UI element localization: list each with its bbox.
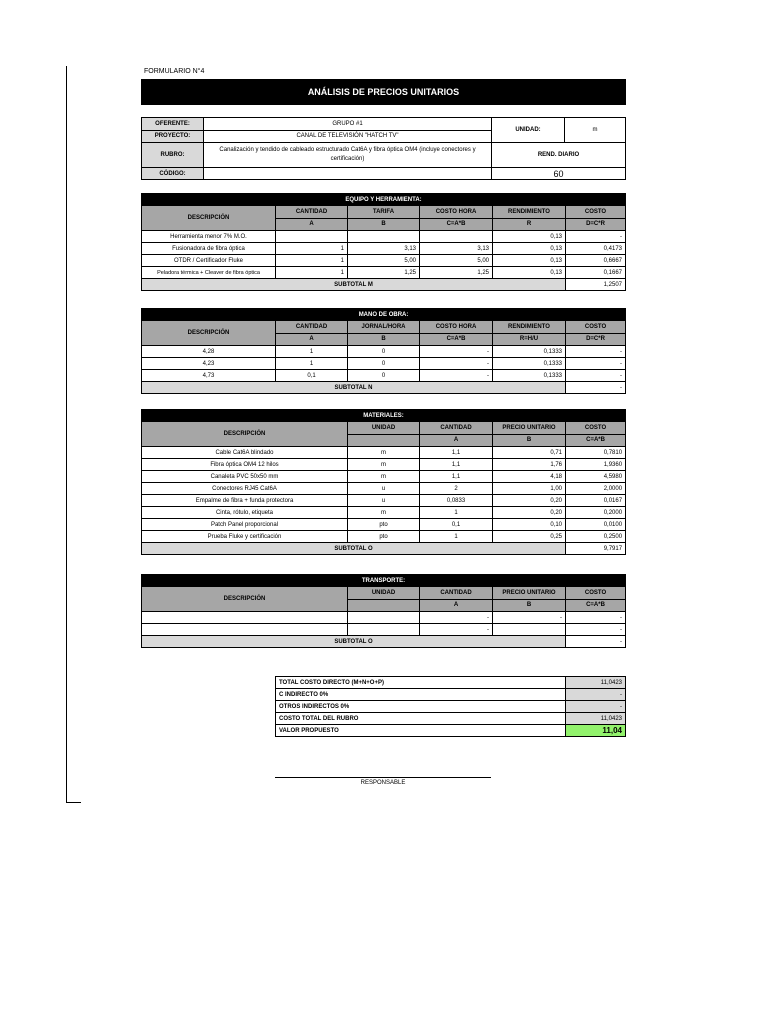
transporte-col: PRECIO UNITARIO <box>493 587 566 600</box>
transporte-subcol: C=A*B <box>566 599 626 612</box>
valor-propuesto-label: VALOR PROPUESTO <box>276 725 566 737</box>
equipo-subcol: R <box>493 218 566 231</box>
cell: 5,00 <box>348 255 420 267</box>
equipo-subcol: A <box>276 218 348 231</box>
materiales-subtotal-value: 9,7917 <box>566 543 626 555</box>
materiales-col-desc: DESCRIPCIÓN <box>142 422 348 447</box>
mano-obra-table <box>141 308 626 394</box>
mano-obra-subcol: C=A*B <box>420 333 493 346</box>
cell: 3,13 <box>348 243 420 255</box>
equipo-col-desc: DESCRIPCIÓN <box>142 206 276 231</box>
cell: pto <box>348 531 420 543</box>
table-row <box>142 531 626 543</box>
cell <box>420 231 493 243</box>
cell: 0,2000 <box>566 507 626 519</box>
cell: 1,9360 <box>566 459 626 471</box>
equipo-title: EQUIPO Y HERRAMIENTA: <box>142 194 626 206</box>
transporte-col-desc: DESCRIPCIÓN <box>142 587 348 612</box>
cell: 1 <box>420 531 493 543</box>
equipo-subcol: B <box>348 218 420 231</box>
transporte-subcol: A <box>420 599 493 612</box>
transporte-subcol: B <box>493 599 566 612</box>
proyecto-value: CANAL DE TELEVISIÓN "HATCH TV" <box>204 130 492 143</box>
mano-obra-col-desc: DESCRIPCIÓN <box>142 321 276 346</box>
transporte-col: UNIDAD <box>348 587 420 600</box>
cell: 1,25 <box>420 267 493 279</box>
total-label: COSTO TOTAL DEL RUBRO <box>276 713 566 725</box>
total-row <box>276 713 626 725</box>
rubro-value: Canalización y tendido de cableado estructurado Cat6A y fibra óptica OM4 (incluye conectores y certificación) <box>204 143 492 168</box>
cell <box>348 624 420 636</box>
equipo-table <box>141 193 626 291</box>
cell: 0,1333 <box>493 346 566 358</box>
cell: - <box>566 624 626 636</box>
table-row <box>142 231 626 243</box>
mano-obra-col: COSTO <box>566 321 626 334</box>
cell: - <box>566 231 626 243</box>
cell: u <box>348 483 420 495</box>
equipo-subtotal-label: SUBTOTAL M <box>142 279 566 291</box>
table-row <box>142 612 626 624</box>
margin-corner-line <box>66 802 81 803</box>
header-info-table <box>141 117 626 180</box>
cell: - <box>420 612 493 624</box>
mano-obra-col: JORNAL/HORA <box>348 321 420 334</box>
transporte-subtotal-label: SUBTOTAL O <box>142 636 566 648</box>
oferente-value: GRUPO #1 <box>204 118 492 131</box>
cell: 2,0000 <box>566 483 626 495</box>
cell: 2 <box>420 483 493 495</box>
total-value: 11,0423 <box>566 713 626 725</box>
cell: 0,4173 <box>566 243 626 255</box>
total-row <box>276 689 626 701</box>
cell: - <box>566 358 626 370</box>
cell: OTDR / Certificador Fluke <box>142 255 276 267</box>
cell: Empalme de fibra + funda protectora <box>142 495 348 507</box>
cell: 0,1333 <box>493 358 566 370</box>
cell: - <box>420 358 493 370</box>
cell: 0,20 <box>493 507 566 519</box>
total-row <box>276 677 626 689</box>
equipo-col: CANTIDAD <box>276 206 348 219</box>
cell: Cable Cat6A blindado <box>142 447 348 459</box>
total-row <box>276 725 626 737</box>
cell <box>493 624 566 636</box>
totals-table <box>275 676 626 737</box>
cell: Cinta, rótulo, etiqueta <box>142 507 348 519</box>
equipo-col: COSTO HORA <box>420 206 493 219</box>
materiales-col: COSTO <box>566 422 626 435</box>
cell: 4,5980 <box>566 471 626 483</box>
cell: Peladora térmica + Cleaver de fibra óptica <box>142 267 276 279</box>
cell <box>348 612 420 624</box>
cell: pto <box>348 519 420 531</box>
mano-obra-col: COSTO HORA <box>420 321 493 334</box>
table-row <box>142 243 626 255</box>
cell: 0,0100 <box>566 519 626 531</box>
codigo-label: CÓDIGO: <box>142 168 204 180</box>
cell: - <box>420 346 493 358</box>
form-number: FORMULARIO N°4 <box>144 68 205 75</box>
unidad-label: UNIDAD: <box>492 118 565 143</box>
cell: 0,10 <box>493 519 566 531</box>
mano-obra-subcol: B <box>348 333 420 346</box>
cell: Canaleta PVC 50x50 mm <box>142 471 348 483</box>
rubro-label: RUBRO: <box>142 143 204 168</box>
equipo-col: COSTO <box>566 206 626 219</box>
cell: Patch Panel proporcional <box>142 519 348 531</box>
cell: 0 <box>348 370 420 382</box>
left-margin-line <box>66 66 67 803</box>
cell: - <box>420 624 493 636</box>
cell: 0,25 <box>493 531 566 543</box>
equipo-subtotal-value: 1,2507 <box>566 279 626 291</box>
total-value: 11,0423 <box>566 677 626 689</box>
cell: 1 <box>276 358 348 370</box>
cell: - <box>566 346 626 358</box>
cell: 0 <box>348 346 420 358</box>
transporte-col: CANTIDAD <box>420 587 493 600</box>
materiales-table <box>141 409 626 555</box>
mano-obra-subcol: A <box>276 333 348 346</box>
total-label: C INDIRECTO 0% <box>276 689 566 701</box>
table-row <box>142 346 626 358</box>
cell: 0,13 <box>493 243 566 255</box>
table-row <box>142 267 626 279</box>
proyecto-label: PROYECTO: <box>142 130 204 143</box>
equipo-subcol: C=A*B <box>420 218 493 231</box>
transporte-subcol <box>348 599 420 612</box>
transporte-title: TRANSPORTE: <box>142 575 626 587</box>
cell: 0,13 <box>493 255 566 267</box>
cell: 0,13 <box>493 267 566 279</box>
page-title: ANÁLISIS DE PRECIOS UNITARIOS <box>141 79 626 105</box>
signature-line <box>275 777 491 778</box>
transporte-col: COSTO <box>566 587 626 600</box>
table-row <box>142 358 626 370</box>
cell: 3,13 <box>420 243 493 255</box>
cell: 1,00 <box>493 483 566 495</box>
cell: m <box>348 459 420 471</box>
materiales-title: MATERIALES: <box>142 410 626 422</box>
cell: 0,2500 <box>566 531 626 543</box>
materiales-col: CANTIDAD <box>420 422 493 435</box>
table-row <box>142 519 626 531</box>
materiales-subcol <box>348 434 420 447</box>
mano-obra-col: RENDIMIENTO <box>493 321 566 334</box>
cell <box>142 624 348 636</box>
cell: m <box>348 507 420 519</box>
cell: 0,0833 <box>420 495 493 507</box>
rend-value: 60 <box>492 168 626 180</box>
total-row <box>276 701 626 713</box>
table-row <box>142 471 626 483</box>
equipo-subcol: D=C*R <box>566 218 626 231</box>
cell: 0,0167 <box>566 495 626 507</box>
cell: - <box>420 370 493 382</box>
cell: 1 <box>276 255 348 267</box>
cell: 1 <box>276 243 348 255</box>
materiales-subtotal-label: SUBTOTAL O <box>142 543 566 555</box>
cell: 0,13 <box>493 231 566 243</box>
valor-propuesto-value: 11,04 <box>566 725 626 737</box>
cell: 4,23 <box>142 358 276 370</box>
cell: 0,1667 <box>566 267 626 279</box>
cell: 1,1 <box>420 471 493 483</box>
cell: 1,1 <box>420 459 493 471</box>
mano-obra-subtotal-value: - <box>566 382 626 394</box>
cell: Conectores RJ45 Cat6A <box>142 483 348 495</box>
mano-obra-title: MANO DE OBRA: <box>142 309 626 321</box>
table-row <box>142 495 626 507</box>
materiales-subcol: A <box>420 434 493 447</box>
table-row <box>142 370 626 382</box>
cell: 0,7810 <box>566 447 626 459</box>
cell: Prueba Fluke y certificación <box>142 531 348 543</box>
cell: 4,73 <box>142 370 276 382</box>
cell: 0,1 <box>276 370 348 382</box>
total-label: TOTAL COSTO DIRECTO (M+N+O+P) <box>276 677 566 689</box>
mano-obra-subcol: D=C*R <box>566 333 626 346</box>
equipo-col: RENDIMIENTO <box>493 206 566 219</box>
transporte-subtotal-value: - <box>566 636 626 648</box>
cell: 0,71 <box>493 447 566 459</box>
materiales-col: UNIDAD <box>348 422 420 435</box>
total-value: - <box>566 689 626 701</box>
cell: 1,76 <box>493 459 566 471</box>
cell: 1,1 <box>420 447 493 459</box>
cell: - <box>566 612 626 624</box>
mano-obra-subcol: R=H/U <box>493 333 566 346</box>
rend-label: REND. DIARIO <box>492 143 626 168</box>
mano-obra-col: CANTIDAD <box>276 321 348 334</box>
table-row <box>142 624 626 636</box>
cell: - <box>493 612 566 624</box>
cell: 0,20 <box>493 495 566 507</box>
table-row <box>142 507 626 519</box>
total-value: - <box>566 701 626 713</box>
cell: 1 <box>420 507 493 519</box>
mano-obra-subtotal-label: SUBTOTAL N <box>142 382 566 394</box>
cell: 0,1333 <box>493 370 566 382</box>
equipo-col: TARIFA <box>348 206 420 219</box>
signature-label: RESPONSABLE <box>360 780 406 786</box>
materiales-subcol: C=A*B <box>566 434 626 447</box>
cell <box>142 612 348 624</box>
cell: u <box>348 495 420 507</box>
materiales-subcol: B <box>493 434 566 447</box>
table-row <box>142 483 626 495</box>
transporte-table <box>141 574 626 648</box>
oferente-label: OFERENTE: <box>142 118 204 131</box>
codigo-value <box>204 168 492 180</box>
cell: m <box>348 471 420 483</box>
table-row <box>142 447 626 459</box>
cell: 0,1 <box>420 519 493 531</box>
cell: 0 <box>348 358 420 370</box>
cell: - <box>566 370 626 382</box>
cell: 1 <box>276 346 348 358</box>
total-label: OTROS INDIRECTOS 0% <box>276 701 566 713</box>
cell <box>276 231 348 243</box>
cell: 1,25 <box>348 267 420 279</box>
cell: 0,6667 <box>566 255 626 267</box>
materiales-col: PRECIO UNITARIO <box>493 422 566 435</box>
cell: m <box>348 447 420 459</box>
cell <box>348 231 420 243</box>
cell: 1 <box>276 267 348 279</box>
cell: Herramienta menor 7% M.O. <box>142 231 276 243</box>
cell: Fusionadora de fibra óptica <box>142 243 276 255</box>
cell: 4,28 <box>142 346 276 358</box>
cell: Fibra óptica OM4 12 hilos <box>142 459 348 471</box>
cell: 4,18 <box>493 471 566 483</box>
unidad-value: m <box>565 118 626 143</box>
cell: 5,00 <box>420 255 493 267</box>
table-row <box>142 459 626 471</box>
table-row <box>142 255 626 267</box>
